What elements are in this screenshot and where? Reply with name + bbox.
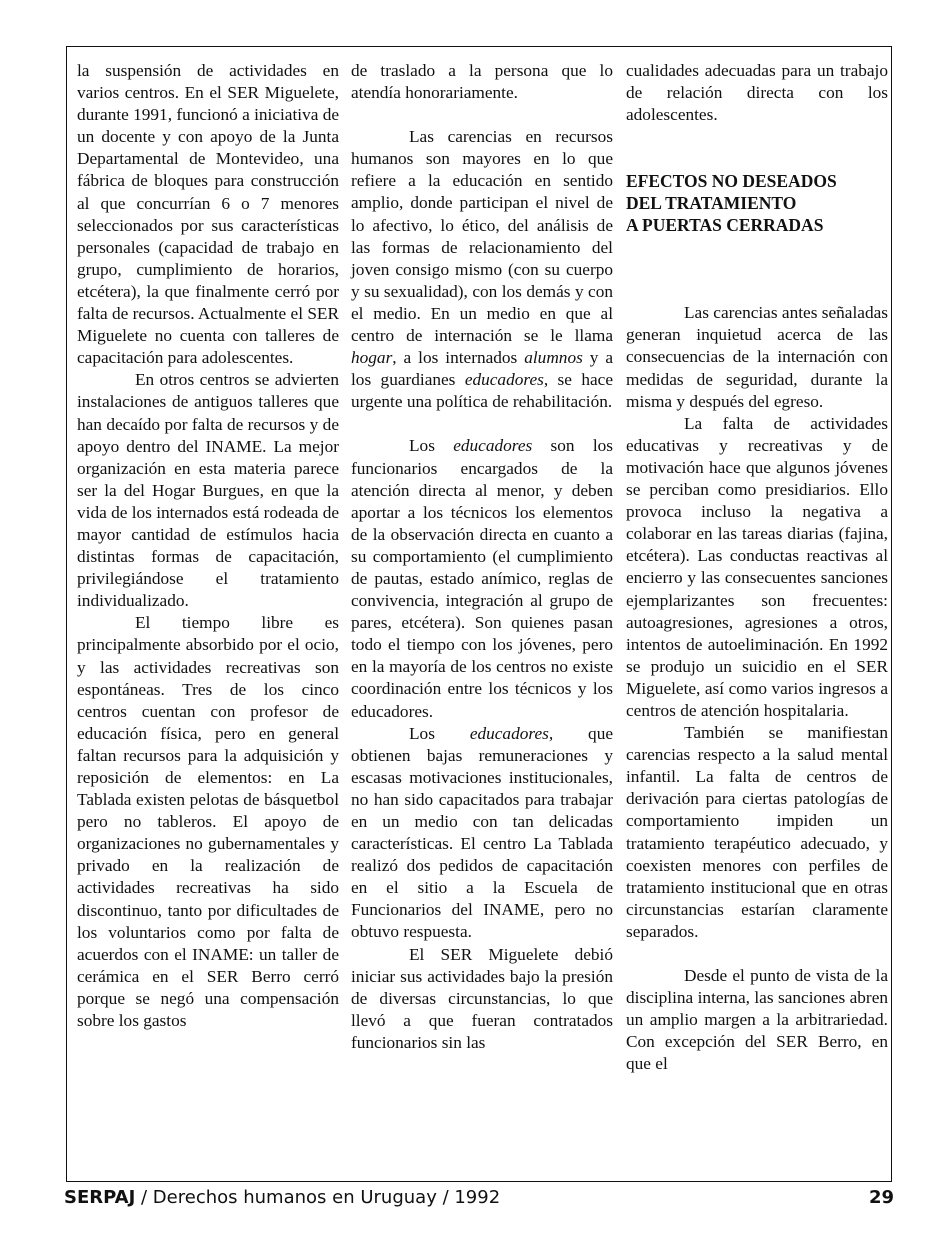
paragraph: Los educadores, que obtienen bajas remuneraciones y escasas motivaciones institucionales, no han sido capacitados para trabajar en un medio con tan delicadas características. El centro La Tablada realizó dos pedidos de capacitación en el sitio a la Escuela de Funcionarios del INAME, pero no obtuvo respuesta. xyxy=(351,723,613,942)
paragraph: Desde el punto de vista de la disciplina interna, las sanciones abren un amplio margen a la arbitrariedad. Con excepción del SER Berro, en que el xyxy=(626,966,888,1074)
paragraph: La falta de actividades educativas y recreativas y de motivación hace que algunos jóvenes se perciban como presidiarios. Ello provoca incluso la negativa a colaborar en las tareas diarias (fajina, etcétera). Las conductas reactivas al encierro y las consecuentes sanciones ejemplarizantes son frecuentes: autoagresiones, agresiones a otros, intentos de autoeliminación. En 1992 se produjo un suicidio en el SER Miguelete, así como varios ingresos a centros de atención hospitalaria. xyxy=(626,413,888,720)
paragraph: Las carencias antes señaladas generan inquietud acerca de las consecuencias de la internación con medidas de seguridad, durante la misma y después del egreso. xyxy=(626,303,888,411)
page-number: 29 xyxy=(868,1187,894,1208)
paragraph: También se manifiestan carencias respecto a la salud mental infantil. La falta de centros de derivación para ciertas patologías de comportamiento impiden un tratamiento terapéutico adecuado, y coexisten menores con perfiles de tratamiento institucional que en otras circunstancias estarían claramente separados. xyxy=(626,723,888,941)
paragraph: Las carencias en recursos humanos son mayores en lo que refiere a la educación en sentido amplio, donde participan el nivel de lo afectivo, lo ético, del análisis de las formas de relacionamiento del joven consigo mismo (con su cuerpo y su sexualidad), con los demás y con el medio. En un medio en que al centro de internación se le llama hogar, a los internados alumnos y a los guardianes educadores, se hace urgente una política de rehabilitación. xyxy=(351,127,614,412)
section-heading: EFECTOS NO DESEADOS DEL TRATAMIENTO A PUERTAS CERRADAS xyxy=(626,171,837,236)
paragraph: cualidades adecuadas para un trabajo de relación directa con los adolescentes. xyxy=(626,61,888,125)
paragraph: Los educadores son los funcionarios encargados de la atención directa al menor, y deben aportar a los técnicos los elementos de la observación directa en cuanto a su comportamiento (el cumplimiento de pautas, estado anímico, reglas de convivencia, integración al grupo de pares, etcétera). Son quienes pasan todo el tiempo con los jóvenes, pero en la mayoría de los centros no existe coordinación entre los técnicos y los educadores. xyxy=(351,436,613,721)
paragraph: El tiempo libre es principalmente absorbido por el ocio, y las actividades recreativas son espontáneas. Tres de los cinco centros cuentan con profesor de educación física, pero en general faltan recursos para la adquisición y reposición de elementos: en La Tablada existen pelotas de básquetbol pero no tableros. El apoyo de organizaciones no gubernamentales y privado en la realización de actividades recreativas ha sido discontinuo, tanto por dificultades de los voluntarios como por falta de acuerdos con el INAME: un taller de cerámica en el SER Berro cerró porque se negó una compensación sobre los gastos xyxy=(77,613,339,1031)
footer-title: SERPAJ / Derechos humanos en Uruguay / 1992 xyxy=(64,1187,501,1208)
paragraph: de traslado a la persona que lo atendía honorariamente. xyxy=(351,61,613,103)
column-2 xyxy=(351,60,613,1054)
column-3 xyxy=(626,60,888,1075)
paragraph: la suspensión de actividades en varios centros. En el SER Miguelete, durante 1991, funcionó a iniciativa de un docente y con apoyo de la Junta Departamental de Montevideo, una fábrica de bloques para construcción al que concurrían 6 o 7 menores seleccionados por sus características personales (capacidad de trabajo en grupo, cumplimiento de horarios, etcétera), la que finalmente cerró por falta de recursos. Actualmente el SER Miguelete no cuenta con talleres de capacitación para adolescentes. xyxy=(77,61,340,368)
paragraph: El SER Miguelete debió iniciar sus actividades bajo la presión de diversas circunstancias, lo que llevó a que fueran contratados funcionarios sin las xyxy=(351,944,613,1052)
page-footer xyxy=(64,1187,894,1215)
paragraph: En otros centros se advierten instalaciones de antiguos talleres que han decaído por falta de recursos y de apoyo dentro del INAME. La mejor organización en esta materia parece ser la del Hogar Burgues, en que la vida de los internados está rodeada de mayor cantidad de estímulos hacia distintas formas de capacitación, privilegiándose el tratamiento individualizado. xyxy=(77,370,340,611)
column-1 xyxy=(77,60,339,1032)
